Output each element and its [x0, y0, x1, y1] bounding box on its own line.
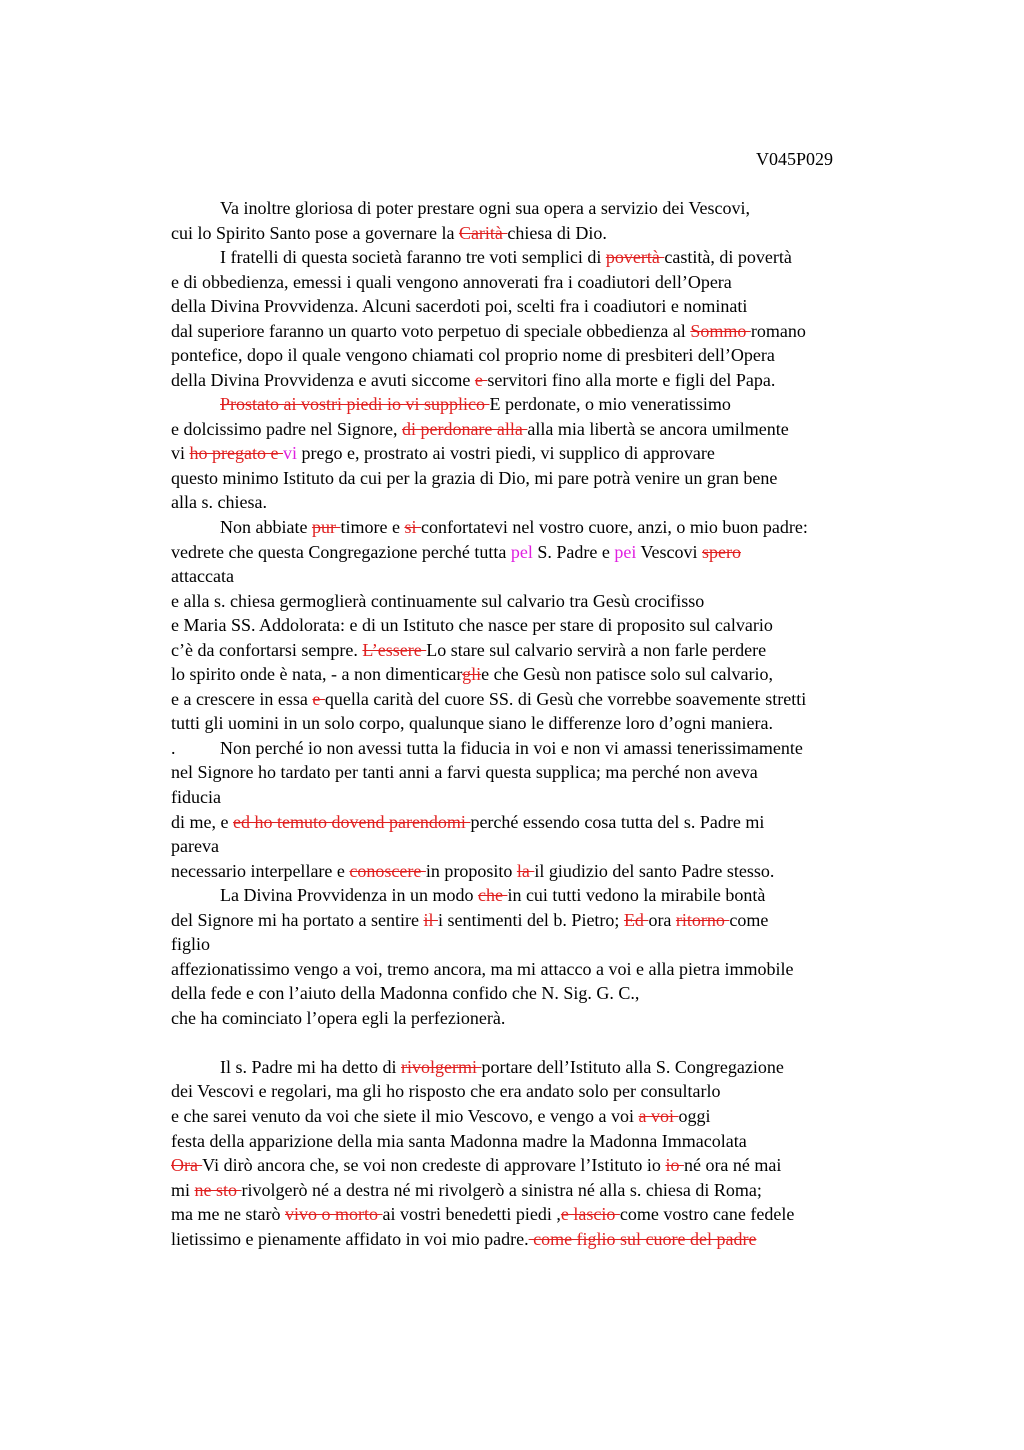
text-line — [171, 1104, 711, 1128]
text-run: ai vostri benedetti piedi , — [382, 1204, 561, 1224]
text-run: e alla s. chiesa germoglierà continuamente sul calvario tra Gesù crocifisso — [171, 591, 705, 611]
text-line — [171, 932, 210, 956]
text-line — [171, 540, 741, 564]
text-line — [171, 1079, 721, 1103]
text-run: S. Padre e — [532, 542, 615, 562]
deleted-text: L’essere — [362, 640, 427, 660]
text-run: dei Vescovi e regolari, ma gli ho risposto che era andato solo per consultarlo — [171, 1081, 721, 1101]
deleted-text: pur — [311, 517, 341, 537]
text-run: timore e — [340, 517, 405, 537]
text-line — [220, 736, 803, 760]
deleted-text: ne sto — [194, 1180, 242, 1200]
deleted-text: gli — [462, 664, 482, 684]
deleted-text: e — [312, 689, 325, 709]
deleted-text: Sommo — [690, 321, 751, 341]
text-run: vedrete che questa Congregazione perché tutta — [171, 542, 511, 562]
text-run: affezionatissimo vengo a voi, tremo ancora, ma mi attacco a voi e alla pietra immobile — [171, 959, 794, 979]
deleted-text: di perdonare alla — [401, 419, 528, 439]
deleted-text: a voi — [638, 1106, 679, 1126]
text-run: questo minimo Istituto da cui per la grazia di Dio, mi pare potrà venire un gran bene — [171, 468, 778, 488]
text-line — [220, 245, 792, 269]
text-run: e dolcissimo padre nel Signore, — [171, 419, 402, 439]
text-run: rivolgerò né a destra né mi rivolgerò a sinistra né alla s. chiesa di Roma; — [241, 1180, 762, 1200]
deleted-text: il — [423, 910, 438, 930]
deleted-text: ritorno — [675, 910, 730, 930]
text-run: tutti gli uomini in un solo corpo, qualunque siano le differenze loro d’ogni maniera. — [171, 713, 774, 733]
text-line — [171, 687, 806, 711]
text-run: festa della apparizione della mia santa Madonna madre la Madonna Immacolata — [171, 1131, 747, 1151]
text-line — [171, 343, 775, 367]
text-run: della Divina Provvidenza e avuti siccome — [171, 370, 475, 390]
text-run: e di obbedienza, emessi i quali vengono annoverati fra i coadiutori dell’Opera — [171, 272, 732, 292]
text-run: cui lo Spirito Santo pose a governare la — [171, 223, 459, 243]
text-line — [171, 1227, 757, 1251]
text-run: della Divina Provvidenza. Alcuni sacerdoti poi, scelti fra i coadiutori e nominati — [171, 296, 748, 316]
text-run: vi — [171, 443, 190, 463]
text-run: Non abbiate — [220, 517, 312, 537]
deleted-text: e lascio — [560, 1204, 620, 1224]
text-run: ora — [648, 910, 676, 930]
text-run: La Divina Provvidenza in un modo — [220, 885, 478, 905]
text-run: che ha cominciato l’opera egli la perfezionerà. — [171, 1008, 506, 1028]
text-run: in cui tutti vedono la mirabile bontà — [507, 885, 766, 905]
text-run: della fede e con l’aiuto della Madonna confido che N. Sig. G. C., — [171, 983, 640, 1003]
text-run: come vostro cane fedele — [619, 1204, 795, 1224]
text-run: c’è da confortarsi sempre. — [171, 640, 363, 660]
text-run: il giudizio del santo Padre stesso. — [534, 861, 775, 881]
text-run: figlio — [171, 934, 210, 954]
text-line — [171, 417, 789, 441]
text-run: mi — [171, 1180, 195, 1200]
inserted-text: pei — [614, 542, 637, 562]
text-run: dal superiore faranno un quarto voto perpetuo di speciale obbedienza al — [171, 321, 691, 341]
text-run: né ora né mai — [683, 1155, 782, 1175]
text-run: ma me ne starò — [171, 1204, 285, 1224]
paragraph-marker: . — [171, 738, 176, 758]
deleted-text: spero — [702, 542, 741, 562]
text-line — [171, 466, 777, 490]
text-run: E perdonate, o mio veneratissimo — [489, 394, 731, 414]
text-run: e che sarei venuto da voi che siete il mio Vescovo, e vengo a voi — [171, 1106, 639, 1126]
text-run: castità, di povertà — [664, 247, 792, 267]
text-run: necessario interpellare e — [171, 861, 350, 881]
deleted-text: ho pregato e — [189, 443, 283, 463]
text-line — [171, 1129, 747, 1153]
text-line — [220, 196, 750, 220]
deleted-text: che — [477, 885, 508, 905]
text-line — [171, 785, 221, 809]
text-line — [220, 1055, 784, 1079]
deleted-text: la — [516, 861, 535, 881]
text-run: lo spirito onde è nata, - a non dimenticar — [171, 664, 463, 684]
text-line — [171, 564, 234, 588]
inserted-text: vi — [282, 443, 297, 463]
deleted-text: Carità — [458, 223, 508, 243]
text-line — [171, 441, 715, 465]
deleted-text: rivolgermi — [400, 1057, 482, 1077]
text-run: Lo stare sul calvario servirà a non farle perdere — [426, 640, 767, 660]
deleted-text: e — [474, 370, 488, 390]
text-run: romano — [750, 321, 806, 341]
text-run: portare dell’Istituto alla S. Congregazione — [481, 1057, 784, 1077]
inserted-text: pel — [510, 542, 533, 562]
text-run: Non perché io non avessi tutta la fiducia in voi e non vi amassi tenerissimamente — [220, 738, 803, 758]
text-run: alla s. chiesa. — [171, 492, 267, 512]
page-reference: V045P029 — [756, 149, 834, 169]
text-run: Vi dirò ancora che, se voi non credeste di approvare l’Istituto io — [202, 1155, 666, 1175]
text-run: chiesa di Dio. — [507, 223, 607, 243]
text-line — [171, 294, 747, 318]
deleted-text: conoscere — [349, 861, 426, 881]
text-line — [171, 1202, 794, 1226]
deleted-text: io — [665, 1155, 684, 1175]
text-line — [171, 859, 774, 883]
deleted-text: ed ho temuto dovend parendomi — [232, 812, 471, 832]
text-run: lietissimo e pienamente affidato in voi mio padre. — [171, 1229, 529, 1249]
text-run: oggi — [678, 1106, 711, 1126]
deleted-text: si — [404, 517, 421, 537]
text-run: Vescovi — [636, 542, 702, 562]
text-run: in proposito — [425, 861, 517, 881]
text-run: Va inoltre gloriosa di poter prestare ogni sua opera a servizio dei Vescovi, — [220, 198, 751, 218]
text-run: del Signore mi ha portato a sentire — [171, 910, 424, 930]
text-line — [171, 981, 639, 1005]
text-line — [171, 589, 704, 613]
text-run: I fratelli di questa società faranno tre voti semplici di — [220, 247, 606, 267]
text-run: pareva — [171, 836, 219, 856]
text-line — [171, 221, 607, 245]
text-line — [171, 1153, 781, 1177]
text-run: perché essendo cosa tutta del s. Padre mi — [470, 812, 765, 832]
text-run: pontefice, dopo il quale vengono chiamati col proprio nome di presbiteri dell’Opera — [171, 345, 775, 365]
text-line — [220, 392, 731, 416]
text-run: attaccata — [171, 566, 234, 586]
text-run: nel Signore ho tardato per tanti anni a farvi questa supplica; ma perché non aveva — [171, 762, 758, 782]
text-run: fiducia — [171, 787, 221, 807]
text-run: i sentimenti del b. Pietro; — [437, 910, 624, 930]
text-line — [171, 908, 768, 932]
text-line — [171, 662, 773, 686]
text-run: e a crescere in essa — [171, 689, 313, 709]
text-line — [220, 883, 765, 907]
text-line — [171, 368, 775, 392]
deleted-text: come figlio sul cuore del padre — [528, 1229, 757, 1249]
text-line — [171, 760, 758, 784]
text-run: confortatevi nel vostro cuore, anzi, o mio buon padre: — [420, 517, 808, 537]
text-line — [171, 957, 793, 981]
text-run: Il s. Padre mi ha detto di — [220, 1057, 401, 1077]
text-run: quella carità del cuore SS. di Gesù che vorrebbe soavemente stretti — [324, 689, 807, 709]
text-run: e Maria SS. Addolorata: e di un Istituto che nasce per stare di proposito sul calvario — [171, 615, 773, 635]
text-line — [171, 834, 219, 858]
text-line — [171, 319, 806, 343]
text-line — [171, 711, 773, 735]
text-line — [171, 638, 766, 662]
text-run: come — [729, 910, 769, 930]
text-line — [171, 1006, 505, 1030]
text-line — [220, 515, 808, 539]
text-run: e che Gesù non patisce solo sul calvario, — [481, 664, 774, 684]
deleted-text: Ed — [623, 910, 649, 930]
deleted-text: povertà — [605, 247, 665, 267]
deleted-text: vivo o morto — [284, 1204, 383, 1224]
text-run: di me, e — [171, 812, 233, 832]
text-line — [171, 270, 732, 294]
text-line — [171, 1178, 762, 1202]
text-line — [171, 490, 267, 514]
deleted-text: Ora — [171, 1155, 203, 1175]
text-line — [171, 613, 773, 637]
deleted-text: Prostato ai vostri piedi io vi supplico — [220, 394, 490, 414]
text-run: servitori fino alla morte e figli del Papa. — [487, 370, 776, 390]
text-line — [171, 810, 764, 834]
text-run: alla mia libertà se ancora umilmente — [527, 419, 789, 439]
text-run: prego e, prostrato ai vostri piedi, vi supplico di approvare — [297, 443, 715, 463]
